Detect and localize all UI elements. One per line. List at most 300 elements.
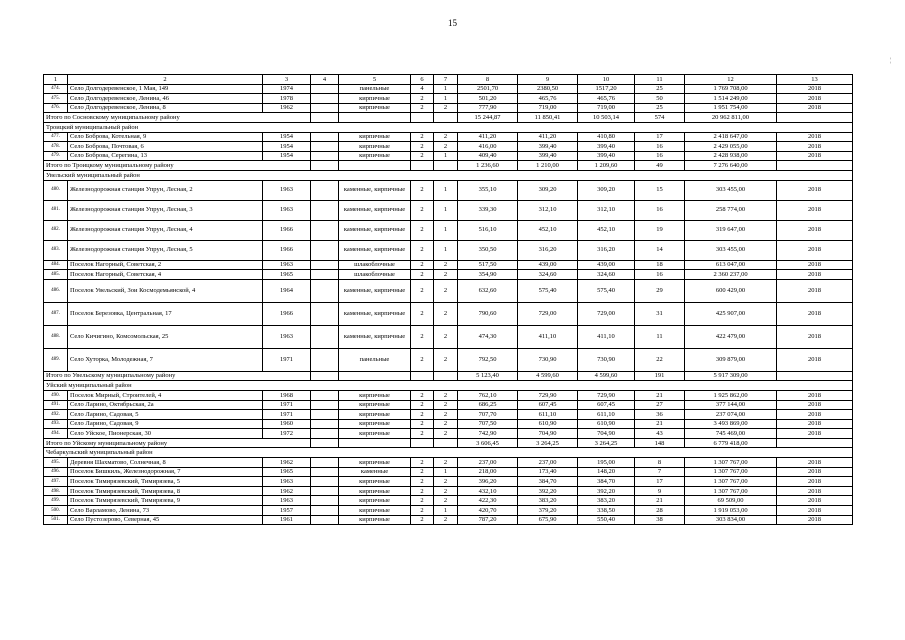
table-cell: 2018 [777, 400, 853, 410]
table-cell [311, 240, 339, 260]
total-cell: 49 [635, 161, 685, 171]
table-row [44, 180, 853, 200]
table-cell: 319 647,00 [685, 220, 777, 240]
table-cell: 550,40 [578, 515, 635, 525]
table-row [44, 103, 853, 113]
table-cell: 792,50 [458, 348, 518, 371]
table-cell: 1965 [263, 270, 311, 280]
table-cell: 258 774,00 [685, 200, 777, 220]
table-cell: 2 [411, 419, 434, 429]
row-number: 499. [44, 496, 68, 506]
table-row [44, 467, 853, 477]
table-row [44, 260, 853, 270]
table-cell: 1 [434, 220, 458, 240]
table-cell: кирпичные [339, 400, 411, 410]
table-cell [311, 279, 339, 302]
table-cell: кирпичные [339, 94, 411, 104]
table-row [44, 477, 853, 487]
table-cell [311, 477, 339, 487]
table-cell: 21 [635, 419, 685, 429]
row-number: 478. [44, 142, 68, 152]
table-cell: 1965 [263, 467, 311, 477]
table-cell: 719,00 [578, 103, 635, 113]
table-cell: 9 [635, 486, 685, 496]
table-cell: 2 [411, 467, 434, 477]
table-cell: 2 [411, 477, 434, 487]
table-cell: 1974 [263, 84, 311, 94]
table-cell: 2018 [777, 103, 853, 113]
table-cell [311, 400, 339, 410]
table-cell: 4 [411, 84, 434, 94]
table-cell: 607,45 [518, 400, 578, 410]
table-cell: 2018 [777, 515, 853, 525]
table-cell: 303 455,00 [685, 180, 777, 200]
total-cell: 191 [635, 371, 685, 381]
total-cell: 4 599,60 [578, 371, 635, 381]
table-cell: 2 [411, 240, 434, 260]
total-cell [777, 438, 853, 448]
table-cell: 2501,70 [458, 84, 518, 94]
header-cell: 13 [777, 75, 853, 85]
table-cell [311, 419, 339, 429]
table-cell: 1 [434, 506, 458, 516]
header-cell: 4 [311, 75, 339, 85]
row-number: 488. [44, 325, 68, 348]
table-cell: 2 360 237,00 [685, 270, 777, 280]
table-cell: 1971 [263, 400, 311, 410]
total-cell: 5 917 309,00 [685, 371, 777, 381]
table-row [44, 390, 853, 400]
table-cell: 312,10 [578, 200, 635, 220]
table-cell: 2 [434, 348, 458, 371]
address-cell: Село Долгодеревенское, Ленина, 46 [68, 94, 263, 104]
table-cell: 465,76 [518, 94, 578, 104]
table-cell: кирпичные [339, 458, 411, 468]
address-cell: Село Ларино, Садовая, 9 [68, 419, 263, 429]
total-cell: 1 209,60 [578, 161, 635, 171]
table-cell: 16 [635, 270, 685, 280]
table-cell: 1963 [263, 496, 311, 506]
table-cell: 1 [434, 240, 458, 260]
table-cell: 707,70 [458, 410, 518, 420]
table-cell: 501,20 [458, 94, 518, 104]
table-cell: 2018 [777, 132, 853, 142]
total-row [44, 371, 853, 381]
table-cell: 2 [411, 103, 434, 113]
table-cell: 611,10 [578, 410, 635, 420]
address-cell: Село Варламово, Ленина, 73 [68, 506, 263, 516]
total-cell: 1 236,60 [458, 161, 518, 171]
table-cell: 69 509,00 [685, 496, 777, 506]
table-cell: 2 [434, 260, 458, 270]
table-cell: 730,90 [578, 348, 635, 371]
table-cell: 2 [434, 496, 458, 506]
total-cell [434, 371, 458, 381]
table-row [44, 410, 853, 420]
table-cell: 316,20 [578, 240, 635, 260]
total-cell [339, 161, 411, 171]
header-row [44, 75, 853, 85]
table-cell: 2 [411, 496, 434, 506]
table-cell: 2 [434, 279, 458, 302]
table-row [44, 506, 853, 516]
total-cell [339, 371, 411, 381]
table-cell: кирпичные [339, 506, 411, 516]
table-cell: 2018 [777, 458, 853, 468]
table-row [44, 270, 853, 280]
table-cell: 2018 [777, 486, 853, 496]
row-number: 487. [44, 302, 68, 325]
table-cell: 1971 [263, 410, 311, 420]
table-cell: 2018 [777, 496, 853, 506]
table-cell: 384,70 [518, 477, 578, 487]
table-cell: 2 [434, 132, 458, 142]
address-cell: Село Боброва, Серегина, 13 [68, 151, 263, 161]
row-number: 482. [44, 220, 68, 240]
address-cell: Железнодорожная станция Упрун, Лесная, 2 [68, 180, 263, 200]
table-cell: 2 [411, 94, 434, 104]
table-cell: 422 479,00 [685, 325, 777, 348]
table-cell: 379,20 [518, 506, 578, 516]
table-cell: 28 [635, 506, 685, 516]
table-cell: 312,10 [518, 200, 578, 220]
table-cell: 2018 [777, 220, 853, 240]
section-row [44, 448, 853, 458]
row-number: 494. [44, 429, 68, 439]
table-cell: 2018 [777, 348, 853, 371]
table-cell: 1957 [263, 506, 311, 516]
table-cell: 2 [434, 429, 458, 439]
table-cell: 21 [635, 496, 685, 506]
table-cell: 173,40 [518, 467, 578, 477]
table-cell: 31 [635, 302, 685, 325]
table-cell: 2 [434, 477, 458, 487]
table-cell: 1963 [263, 260, 311, 270]
table-cell: 1966 [263, 240, 311, 260]
table-cell: 2 [411, 260, 434, 270]
table-cell: 1962 [263, 486, 311, 496]
table-cell: 2 [434, 390, 458, 400]
table-cell: 610,90 [578, 419, 635, 429]
table-cell: 21 [635, 390, 685, 400]
row-number: 493. [44, 419, 68, 429]
table-cell: 15 [635, 180, 685, 200]
row-number: 489. [44, 348, 68, 371]
table-cell: кирпичные [339, 515, 411, 525]
table-row [44, 429, 853, 439]
table-cell: 324,60 [518, 270, 578, 280]
table-cell: 575,40 [578, 279, 635, 302]
table-cell: 2 [411, 348, 434, 371]
table-cell [311, 260, 339, 270]
table-cell: 2 [434, 325, 458, 348]
table-cell: 1517,20 [578, 84, 635, 94]
row-number: 480. [44, 180, 68, 200]
total-cell [311, 438, 339, 448]
table-cell: кирпичные [339, 410, 411, 420]
section-title: Чебаркульский муниципальный район [44, 448, 853, 458]
table-cell: панельные [339, 84, 411, 94]
table-cell [311, 200, 339, 220]
section-row [44, 170, 853, 180]
total-cell [434, 113, 458, 123]
address-cell: Село Ларино, Октябрьская, 2а [68, 400, 263, 410]
table-cell: 1960 [263, 419, 311, 429]
table-cell: 324,60 [578, 270, 635, 280]
total-cell [411, 371, 434, 381]
table-cell: 439,00 [578, 260, 635, 270]
table-cell: 392,20 [578, 486, 635, 496]
address-cell: Село Кичигино, Комсомольская, 25 [68, 325, 263, 348]
table-cell: 790,60 [458, 302, 518, 325]
table-cell: 411,20 [518, 132, 578, 142]
table-cell: каменные, кирпичные [339, 325, 411, 348]
row-number: 490. [44, 390, 68, 400]
table-cell: 338,50 [578, 506, 635, 516]
table-cell: 2 [411, 200, 434, 220]
page-number: 15 [448, 18, 457, 28]
table-cell: каменные, кирпичные [339, 220, 411, 240]
table-cell: каменные, кирпичные [339, 240, 411, 260]
table-row [44, 302, 853, 325]
table-cell: 237,00 [518, 458, 578, 468]
table-cell [311, 103, 339, 113]
table-cell [311, 467, 339, 477]
table-cell: 410,80 [578, 132, 635, 142]
table-cell: 610,90 [518, 419, 578, 429]
table-cell: 2 [411, 302, 434, 325]
table-cell: 309,20 [518, 180, 578, 200]
table-row [44, 419, 853, 429]
table-cell: 399,40 [518, 151, 578, 161]
table-row [44, 486, 853, 496]
table-cell: 1966 [263, 220, 311, 240]
address-cell: Поселок Бишкиль, Железнодорожная, 7 [68, 467, 263, 477]
table-cell: 686,25 [458, 400, 518, 410]
table-row [44, 240, 853, 260]
table-cell [311, 486, 339, 496]
table-cell [311, 515, 339, 525]
table-cell: 2 429 055,00 [685, 142, 777, 152]
table-cell: 1 925 862,00 [685, 390, 777, 400]
total-cell [411, 438, 434, 448]
row-number: 498. [44, 486, 68, 496]
table-cell: 2 [411, 270, 434, 280]
table-cell [311, 180, 339, 200]
table-cell: 17 [635, 132, 685, 142]
table-cell: 2 [411, 132, 434, 142]
table-cell: 1962 [263, 458, 311, 468]
total-label: Итого по Уйскому муниципальному району [44, 438, 311, 448]
table-cell: 2018 [777, 429, 853, 439]
table-cell: 1 307 767,00 [685, 486, 777, 496]
table-cell: 600 429,00 [685, 279, 777, 302]
total-label: Итого по Троицкому муниципальному району [44, 161, 311, 171]
table-cell: 309,20 [578, 180, 635, 200]
table-cell [311, 302, 339, 325]
table-cell [311, 410, 339, 420]
table-cell: 474,30 [458, 325, 518, 348]
table-cell: кирпичные [339, 419, 411, 429]
section-title: Троицкий муниципальный район [44, 122, 853, 132]
table-cell: 777,90 [458, 103, 518, 113]
table-row [44, 348, 853, 371]
table-row [44, 279, 853, 302]
table-cell: 38 [635, 515, 685, 525]
row-number: 475. [44, 94, 68, 104]
table-cell: 1 [434, 151, 458, 161]
table-cell: 195,00 [578, 458, 635, 468]
table-row [44, 142, 853, 152]
address-cell: Поселок Тимирязевский, Тимирязева, 9 [68, 496, 263, 506]
table-cell: 303 455,00 [685, 240, 777, 260]
table-cell: 396,20 [458, 477, 518, 487]
total-cell: 10 503,14 [578, 113, 635, 123]
total-cell [434, 161, 458, 171]
header-cell: 5 [339, 75, 411, 85]
table-row [44, 132, 853, 142]
table-cell: шлакоблочные [339, 270, 411, 280]
header-cell: 10 [578, 75, 635, 85]
table-cell: 2380,50 [518, 84, 578, 94]
table-cell: 1 514 249,00 [685, 94, 777, 104]
section-title: Уйский муниципальный район [44, 381, 853, 391]
table-row [44, 515, 853, 525]
table-cell: 2 [411, 458, 434, 468]
address-cell: Село Пустозерово, Северная, 45 [68, 515, 263, 525]
table-cell: 2 428 938,00 [685, 151, 777, 161]
table-row [44, 325, 853, 348]
table-cell: 2018 [777, 410, 853, 420]
row-number: 501. [44, 515, 68, 525]
table-cell: 2 [411, 410, 434, 420]
table-cell: 762,10 [458, 390, 518, 400]
total-cell: 1 210,00 [518, 161, 578, 171]
table-cell: 2018 [777, 279, 853, 302]
table-cell: 1968 [263, 390, 311, 400]
total-cell: 15 244,87 [458, 113, 518, 123]
table-cell: 16 [635, 142, 685, 152]
table-cell: 730,90 [518, 348, 578, 371]
table-cell: 2018 [777, 270, 853, 280]
table-cell: кирпичные [339, 390, 411, 400]
address-cell: Железнодорожная станция Упрун, Лесная, 5 [68, 240, 263, 260]
total-row [44, 113, 853, 123]
table-cell: 2018 [777, 325, 853, 348]
table-cell [311, 220, 339, 240]
table-cell: 16 [635, 200, 685, 220]
table-cell: каменные, кирпичные [339, 200, 411, 220]
total-cell: 148 [635, 438, 685, 448]
table-cell [311, 270, 339, 280]
table-cell: 316,20 [518, 240, 578, 260]
total-cell [311, 113, 339, 123]
table-cell [311, 142, 339, 152]
address-cell: Железнодорожная станция Упрун, Лесная, 4 [68, 220, 263, 240]
table-cell: 18 [635, 260, 685, 270]
address-cell: Село Ларино, Садовая, 5 [68, 410, 263, 420]
table-cell: 729,00 [578, 302, 635, 325]
address-cell: Село Уйское, Пионерская, 30 [68, 429, 263, 439]
table-cell: 517,50 [458, 260, 518, 270]
table-cell: 611,10 [518, 410, 578, 420]
table-cell: кирпичные [339, 151, 411, 161]
total-cell [411, 113, 434, 123]
table-cell: 3 493 869,00 [685, 419, 777, 429]
table-cell: 354,90 [458, 270, 518, 280]
table-cell: 27 [635, 400, 685, 410]
total-cell [777, 161, 853, 171]
table-cell [311, 94, 339, 104]
total-cell [777, 113, 853, 123]
table-cell: 218,00 [458, 467, 518, 477]
table-cell: 1 307 767,00 [685, 467, 777, 477]
total-cell: 5 123,40 [458, 371, 518, 381]
table-cell: 19 [635, 220, 685, 240]
table-cell: 1971 [263, 348, 311, 371]
table-cell: 719,00 [518, 103, 578, 113]
table-cell: 1963 [263, 180, 311, 200]
table-cell: кирпичные [339, 132, 411, 142]
table-cell: 422,30 [458, 496, 518, 506]
address-cell: Село Долгодеревенское, 1 Мая, 149 [68, 84, 263, 94]
table-cell: 2 [411, 180, 434, 200]
table-cell: 350,50 [458, 240, 518, 260]
table-cell: 452,10 [578, 220, 635, 240]
total-cell: 11 850,41 [518, 113, 578, 123]
table-cell: 2 [411, 486, 434, 496]
table-cell: 399,40 [578, 151, 635, 161]
table-cell: 14 [635, 240, 685, 260]
table-cell: кирпичные [339, 496, 411, 506]
table-cell: 2 [434, 270, 458, 280]
table-row [44, 84, 853, 94]
table-cell: 416,00 [458, 142, 518, 152]
table-cell: 1972 [263, 429, 311, 439]
table-cell: 399,40 [518, 142, 578, 152]
table-cell: 2 [411, 515, 434, 525]
address-cell: Поселок Тимирязевский, Тимирязева, 8 [68, 486, 263, 496]
table-cell: 632,60 [458, 279, 518, 302]
table-cell: 2 [434, 458, 458, 468]
total-row [44, 438, 853, 448]
table-cell: 1954 [263, 151, 311, 161]
total-cell [434, 438, 458, 448]
row-number: 486. [44, 279, 68, 302]
table-cell: 237,00 [458, 458, 518, 468]
table-cell: 742,90 [458, 429, 518, 439]
table-cell: 1 [434, 180, 458, 200]
edge-mark: ¦ [890, 58, 892, 64]
table-cell: 745 469,00 [685, 429, 777, 439]
table-cell: 2 [434, 302, 458, 325]
table-cell [311, 496, 339, 506]
table-cell: 1 919 053,00 [685, 506, 777, 516]
table-cell: 729,90 [578, 390, 635, 400]
table-cell: 1963 [263, 477, 311, 487]
table-cell: 2018 [777, 84, 853, 94]
total-cell: 7 276 640,00 [685, 161, 777, 171]
table-cell: 2018 [777, 477, 853, 487]
table-cell: 420,70 [458, 506, 518, 516]
table-cell: 50 [635, 94, 685, 104]
table-cell: 25 [635, 103, 685, 113]
table-cell [311, 429, 339, 439]
table-cell: 2 [434, 142, 458, 152]
table-cell: 7 [635, 467, 685, 477]
total-cell: 3 264,25 [518, 438, 578, 448]
row-number: 479. [44, 151, 68, 161]
